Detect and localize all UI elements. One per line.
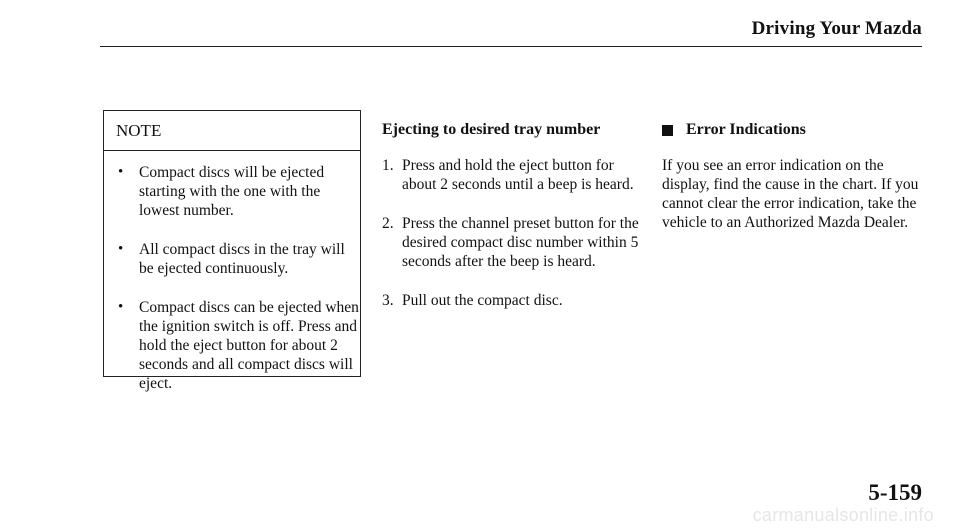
note-item (116, 163, 360, 220)
step-item (382, 291, 644, 310)
step-text: Pull out the compact disc. (402, 292, 563, 309)
page-header-title: Driving Your Mazda (751, 18, 922, 39)
error-section (662, 121, 922, 232)
ejecting-section (382, 121, 644, 330)
header-rule (100, 46, 922, 47)
note-item-text: Compact discs can be ejected when the ignition switch is off. Press and hold the eject button for about 2 seconds and all compact discs will eject. (139, 299, 359, 392)
black-square-icon (662, 125, 673, 136)
error-body: If you see an error indication on the display, find the cause in the chart. If you cannot clear the error indication, take the vehicle to an Authorized Mazda Dealer. (662, 157, 919, 231)
note-box (103, 110, 361, 392)
note-item (116, 298, 360, 393)
watermark: carmanualsonline.info (752, 505, 934, 525)
step-text: Press the channel preset button for the desired compact disc number within 5 seconds after the beep is heard. (402, 215, 639, 270)
ejecting-steps (382, 156, 644, 310)
bullet-icon: • (118, 241, 124, 257)
ejecting-heading: Ejecting to desired tray number (382, 121, 601, 138)
note-list (104, 151, 360, 393)
page-number: 5-159 (868, 480, 922, 505)
bullet-icon: • (118, 299, 124, 315)
note-heading: NOTE (104, 111, 360, 151)
error-heading: Error Indications (686, 121, 806, 138)
step-number: 1. (382, 157, 394, 174)
error-heading-row (662, 121, 922, 139)
step-number: 3. (382, 292, 394, 309)
step-item (382, 214, 644, 271)
note-item-text: All compact discs in the tray will be ejected continuously. (139, 241, 345, 277)
step-text: Press and hold the eject button for about 2 seconds until a beep is heard. (402, 157, 634, 193)
note-item-text: Compact discs will be ejected starting with the one with the lowest number. (139, 164, 325, 219)
note-item (116, 240, 360, 278)
step-item (382, 156, 644, 194)
bullet-icon: • (118, 164, 124, 180)
step-number: 2. (382, 215, 394, 232)
